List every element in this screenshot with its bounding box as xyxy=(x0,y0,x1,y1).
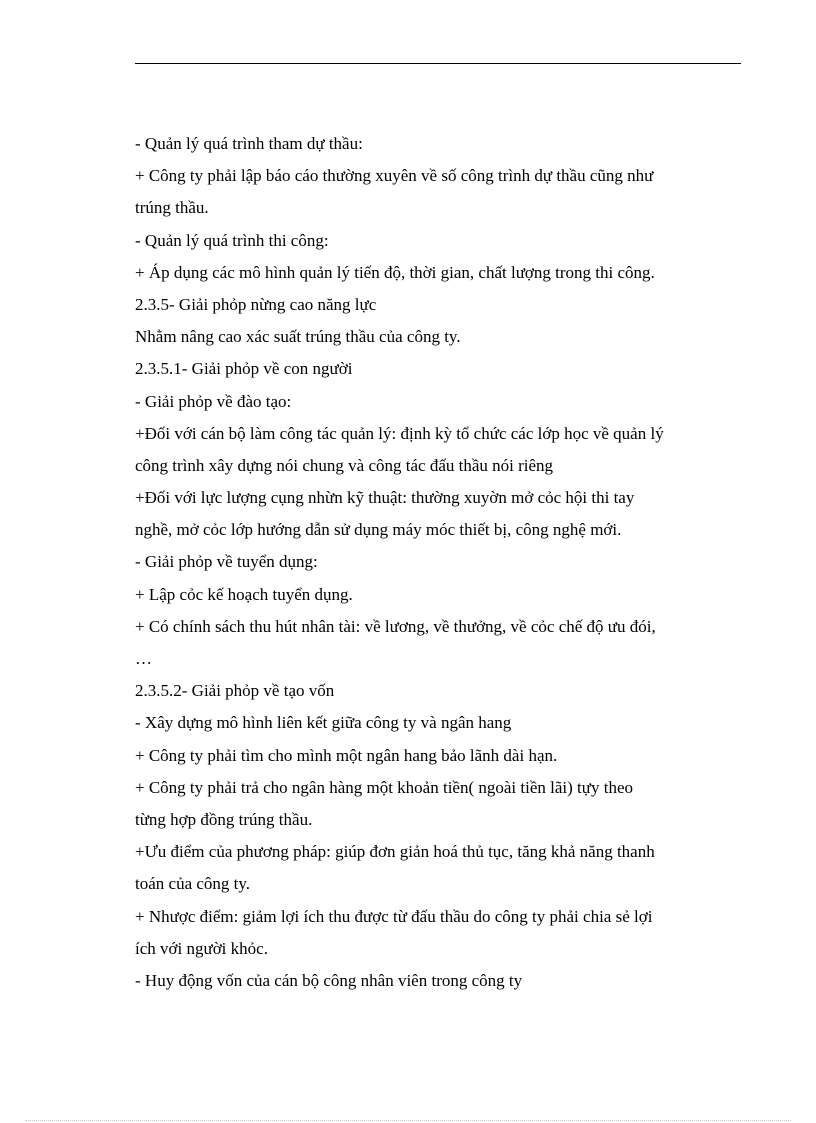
section-heading: 2.3.5.1- Giải phỏp về con người xyxy=(135,359,353,379)
text-line: +Ưu điểm của phương pháp: giúp đơn giản hoá thủ tục, tăng khả năng thanh xyxy=(135,842,655,862)
text-line: ích với người khỏc. xyxy=(135,938,268,958)
text-line: - Giải phỏp về tuyển dụng: xyxy=(135,552,318,572)
document-body xyxy=(135,128,735,997)
text-line: … xyxy=(135,649,152,668)
header-rule xyxy=(135,63,741,64)
text-line: - Quản lý quá trình thi công: xyxy=(135,230,329,250)
text-line: + Nhược điểm: giảm lợi ích thu được từ đấu thầu do công ty phải chia sẻ lợi xyxy=(135,906,653,926)
text-line: + Công ty phải tìm cho mình một ngân hang bảo lãnh dài hạn. xyxy=(135,745,558,765)
text-line: từng hợp đồng trúng thầu. xyxy=(135,809,313,829)
text-line: nghề, mở cỏc lớp hướng dẫn sử dụng máy móc thiết bị, công nghệ mới. xyxy=(135,520,622,540)
footer-rule xyxy=(25,1120,791,1121)
text-line: +Đối với cán bộ làm công tác quản lý: định kỳ tổ chức các lớp học về quản lý xyxy=(135,423,664,443)
text-line: + Lập cỏc kế hoạch tuyển dụng. xyxy=(135,584,353,604)
text-line: + Công ty phải trả cho ngân hàng một khoản tiền( ngoài tiền lãi) tựy theo xyxy=(135,777,633,797)
text-line: trúng thầu. xyxy=(135,198,209,218)
section-heading: 2.3.5.2- Giải phỏp về tạo vốn xyxy=(135,681,335,701)
text-line: +Đối với lực lượng cụng nhừn kỹ thuật: thường xuyờn mở cỏc hội thi tay xyxy=(135,488,635,508)
section-heading: 2.3.5- Giải phỏp nừng cao năng lực xyxy=(135,294,377,314)
text-line: - Xây dựng mô hình liên kết giữa công ty và ngân hang xyxy=(135,713,512,733)
text-line: + Công ty phải lập báo cáo thường xuyên về số công trình dự thầu cũng như xyxy=(135,166,654,186)
text-line: + Áp dụng các mô hình quản lý tiến độ, thời gian, chất lượng trong thi công. xyxy=(135,262,655,282)
text-line: - Huy động vốn của cán bộ công nhân viên trong công ty xyxy=(135,970,523,990)
text-line: Nhằm nâng cao xác suất trúng thầu của công ty. xyxy=(135,327,461,347)
text-line: + Có chính sách thu hút nhân tài: về lương, về thưởng, về cỏc chế độ ưu đói, xyxy=(135,616,656,636)
text-line: - Quản lý quá trình tham dự thầu: xyxy=(135,134,363,153)
text-line: công trình xây dựng nói chung và công tác đấu thầu nói riêng xyxy=(135,455,554,475)
text-line: toán của công ty. xyxy=(135,874,251,894)
text-line: - Giải phỏp về đào tạo: xyxy=(135,391,292,411)
